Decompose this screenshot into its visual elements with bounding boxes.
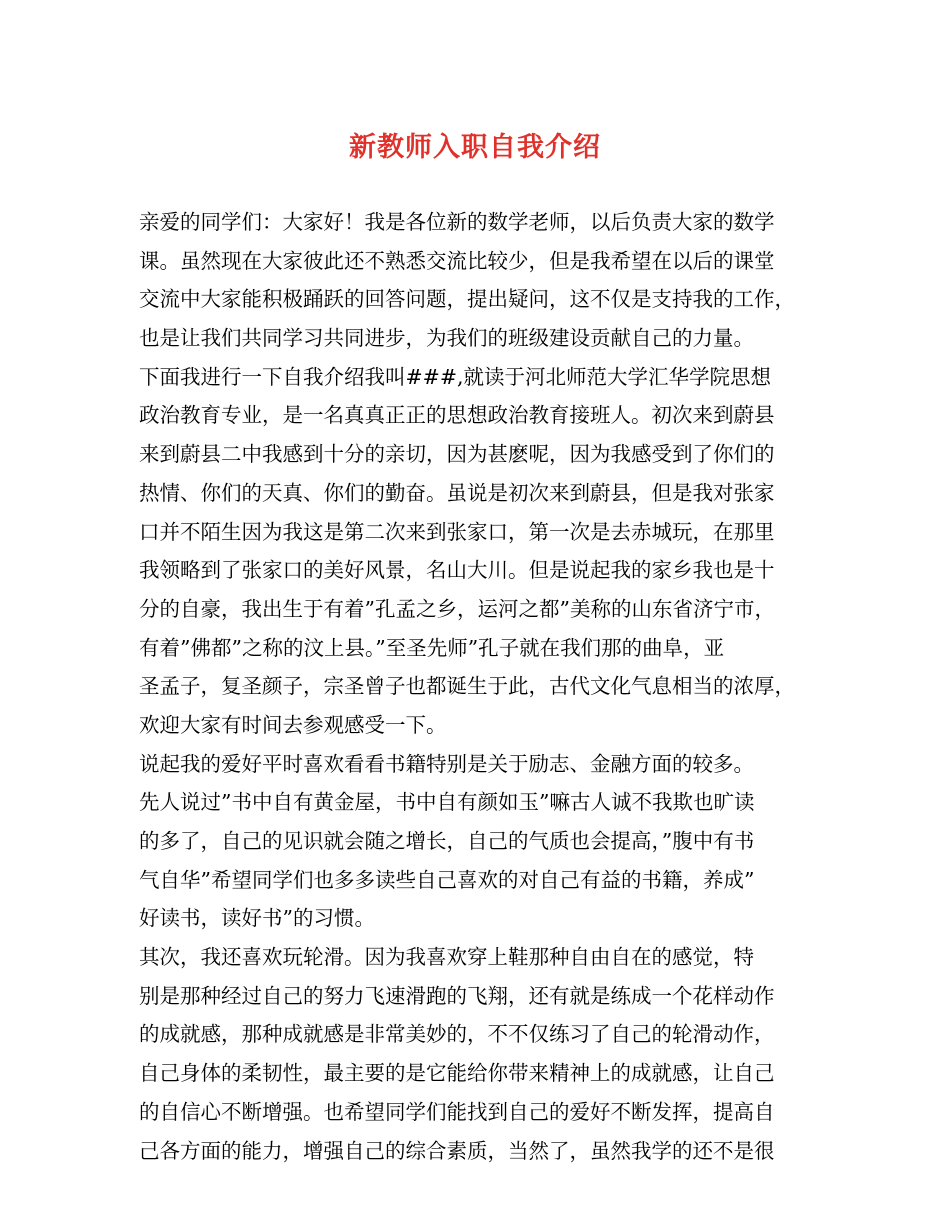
body-line: 别是那种经过自己的努力飞速滑跑的飞翔，还有就是练成一个花样动作: [139, 983, 775, 1008]
body-line: 我领略到了张家口的美好风景，名山大川。但是说起我的家乡我也是十: [139, 558, 775, 583]
body-line: 口并不陌生因为我这是第二次来到张家口，第一次是去赤城玩，在那里: [139, 519, 775, 544]
body-line: 有着”佛都”之称的汶上县。”至圣先师”孔子就在我们那的曲阜，亚: [139, 635, 725, 660]
body-line: 政治教育专业，是一名真真正正的思想政治教育接班人。初次来到蔚县: [139, 403, 775, 428]
body-line: 来到蔚县二中我感到十分的亲切，因为甚麽呢，因为我感受到了你们的: [139, 442, 775, 467]
body-line: 说起我的爱好平时喜欢看看书籍特别是关于励志、金融方面的较多。: [139, 751, 754, 776]
body-line: 自己身体的柔韧性，最主要的是它能给你带来精神上的成就感，让自己: [139, 1061, 775, 1086]
body-line: 的成就感，那种成就感是非常美妙的，不不仅练习了自己的轮滑动作，: [139, 1022, 775, 1047]
body-line: 的多了，自己的见识就会随之增长，自己的气质也会提高，”腹中有书: [139, 829, 755, 853]
document-title: 新教师入职自我介绍: [349, 132, 601, 163]
body-line: 先人说过”书中自有黄金屋，书中自有颜如玉”嘛古人诚不我欺也旷读: [139, 790, 755, 815]
body-line: 圣孟子，复圣颜子，宗圣曾子也都诞生于此，古代文化气息相当的浓厚，: [139, 674, 795, 699]
body-line: 欢迎大家有时间去参观感受一下。: [139, 712, 447, 737]
body-line: 的自信心不断增强。也希望同学们能找到自己的爱好不断发挥，提高自: [139, 1099, 775, 1124]
body-line: 其次，我还喜欢玩轮滑。因为我喜欢穿上鞋那种自由自在的感觉，特: [139, 945, 754, 970]
body-line: 好读书，读好书”的习惯。: [139, 906, 375, 931]
body-line: 分的自豪，我出生于有着”孔孟之乡，运河之都”美称的山东省济宁市，: [139, 596, 775, 621]
body-line: 课。虽然现在大家彼此还不熟悉交流比较少，但是我希望在以后的课堂: [139, 248, 775, 273]
body-line: 气自华”希望同学们也多多读些自己喜欢的对自己有益的书籍，养成”: [139, 867, 755, 892]
body-line: 热情、你们的天真、你们的勤奋。虽说是初次来到蔚县，但是我对张家: [139, 480, 775, 505]
body-line: 己各方面的能力，增强自己的综合素质，当然了，虽然我学的还不是很: [139, 1138, 775, 1163]
body-line: 亲爱的同学们：大家好！我是各位新的数学老师，以后负责大家的数学: [139, 210, 775, 234]
body-line: 下面我进行一下自我介绍我叫###,就读于河北师范大学汇华学院思想: [139, 364, 772, 389]
document-body: [139, 203, 829, 1170]
body-line: 也是让我们共同学习共同进步，为我们的班级建设贡献自己的力量。: [139, 326, 754, 351]
body-line: 交流中大家能积极踊跃的回答问题，提出疑问，这不仅是支持我的工作，: [139, 287, 795, 312]
